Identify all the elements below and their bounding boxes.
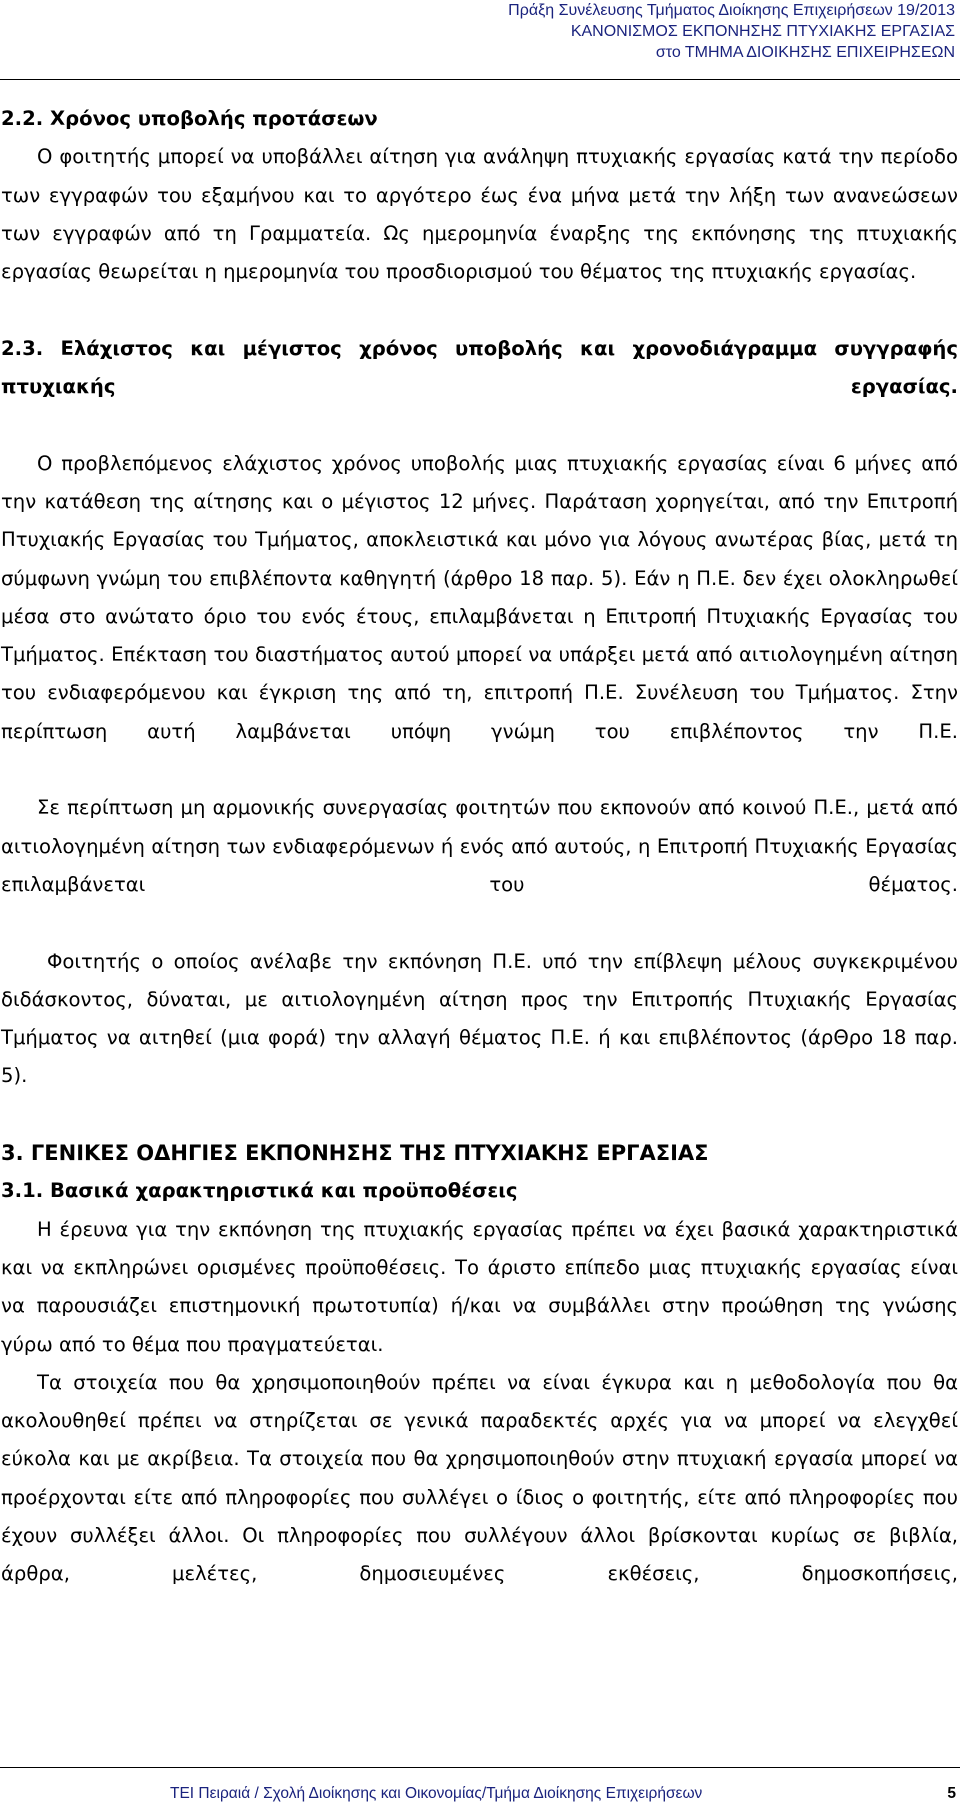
section-2-3-paragraph-2: Σε περίπτωση μη αρμονικής συνεργασίας φοιτητών που εκπονούν από κοινού Π.Ε., μετά από αιτιολογημένη αίτηση των ενδιαφερόμενων ή ενός από αυτούς, η Επιτροπή Πτυχιακής Εργασίας επιλαμβάνεται του θέματος. — [1, 796, 958, 896]
section-3-1-paragraph-2: Τα στοιχεία που θα χρησιμοποιηθούν πρέπει να είναι έγκυρα και η μεθοδολογία που θα ακολουθηθεί πρέπει να στηρίζεται σε γενικά παραδεκτές αρχές για να μπορεί να ελεγχθεί εύκολα και με ακρίβεια. Τα στοιχεία που θα χρησιμοποιηθούν στην πτυχιακή εργασία μπορεί να προέρχονται είτε από πληροφορίες που συλλέγει ο ίδιος ο φοιτητής, είτε από πληροφορίες που έχουν συλλέξει άλλοι. Οι πληροφορίες που συλλέγουν άλλοι βρίσκονται κυρίως σε βιβλία, άρθρα, μελέτες, δημοσιευμένες εκθέσεις, δημοσκοπήσεις, — [1, 1370, 958, 1586]
footer-divider — [0, 1767, 960, 1768]
section-3-heading: 3. ΓΕΝΙΚΕΣ ΟΔΗΓΙΕΣ ΕΚΠΟΝΗΣΗΣ ΤΗΣ ΠΤΥΧΙΑΚΗΣ ΕΡΓΑΣΙΑΣ — [1, 1141, 709, 1166]
page-footer — [0, 1785, 960, 1806]
footer-institution: ΤΕΙ Πειραιά / Σχολή Διοίκησης και Οικονομίας/Τμήμα Διοίκησης Επιχειρήσεων — [170, 1785, 703, 1802]
section-2-3-paragraph-3: Φοιτητής ο οποίος ανέλαβε την εκπόνηση Π.Ε. υπό την επίβλεψη μέλους συγκεκριμένου διδάσκοντος, δύναται, με αιτιολογημένη αίτηση προς την Επιτροπής Πτυχιακής Εργασίας Τμήματος να αιτηθεί (μια φορά) την αλλαγή θέματος Π.Ε. ή και επιβλέποντος (άρΘρο 18 παρ. 5). — [1, 949, 958, 1088]
section-2-3-paragraph-1: Ο προβλεπόμενος ελάχιστος χρόνος υποβολής μιας πτυχιακής εργασίας είναι 6 μήνες από την κατάθεση της αίτησης και ο μέγιστος 12 μήνες. Παράταση χορηγείται, από την Επιτροπή Πτυχιακής Εργασίας του Τμήματος, αποκλειστικά και μόνο για λόγους ανωτέρας βίας, μετά τη σύμφωνη γνώμη του επιβλέποντα καθηγητή (άρθρο 18 παρ. 5). Εάν η Π.Ε. δεν έχει ολοκληρωθεί μέσα στο ανώτατο όριο του ενός έτους, επιλαμβάνεται η Επιτροπή Πτυχιακής Εργασίας του Τμήματος. Επέκταση του διαστήματος αυτού μπορεί να υπάρξει μετά από αιτιολογημένη αίτηση του ενδιαφερόμενου και έγκριση της από τη, επιτροπή Π.Ε. Συνέλευση του Τμήματος. Στην περίπτωση αυτή λαμβάνεται υπόψη γνώμη του επιβλέποντος την Π.Ε. — [1, 451, 958, 743]
section-2-3-heading: 2.3. Ελάχιστος και μέγιστος χρόνος υποβολής και χρονοδιάγραμμα συγγραφής πτυχιακής εργασίας. — [1, 336, 958, 399]
page-number: 5 — [947, 1785, 956, 1802]
header-divider — [0, 79, 960, 80]
document-body — [1, 100, 958, 1632]
section-2-2-paragraph: Ο φοιτητής μπορεί να υποβάλλει αίτηση για ανάληψη πτυχιακής εργασίας κατά την περίοδο των εγγραφών του εξαμήνου και το αργότερο έως ένα μήνα μετά την λήξη των ανανεώσεων των εγγραφών από τη Γραμματεία. Ως ημερομηνία έναρξης της εκπόνησης της πτυχιακής εργασίας θεωρείται η ημερομηνία του προσδιορισμού του θέματος της πτυχιακής εργασίας. — [1, 145, 958, 284]
spacer — [1, 291, 958, 329]
header-line-1: Πράξη Συνέλευσης Τμήματος Διοίκησης Επιχειρήσεων 19/2013 — [508, 2, 955, 19]
page-header — [355, 0, 955, 63]
header-line-3: στο ΤΜΗΜΑ ΔΙΟΙΚΗΣΗΣ ΕΠΙΧΕΙΡΗΣΕΩΝ — [655, 44, 955, 61]
section-3-1-paragraph-1: Η έρευνα για την εκπόνηση της πτυχιακής εργασίας πρέπει να έχει βασικά χαρακτηριστικά και να εκπληρώνει ορισμένες προϋποθέσεις. Το άριστο επίπεδο μιας πτυχιακής εργασίας είναι να παρουσιάζει επιστημονική πρωτοτυπία) ή/και να συμβάλλει στην προώθηση της γνώσης γύρω από το θέμα που πραγματεύεται. — [1, 1217, 958, 1356]
section-2-2-heading: 2.2. Χρόνος υποβολής προτάσεων — [1, 107, 378, 130]
section-3-1-heading: 3.1. Βασικά χαρακτηριστικά και προϋποθέσεις — [1, 1179, 518, 1203]
header-line-2: ΚΑΝΟΝΙΣΜΟΣ ΕΚΠΟΝΗΣΗΣ ΠΤΥΧΙΑΚΗΣ ΕΡΓΑΣΙΑΣ — [570, 23, 955, 40]
spacer — [1, 1096, 958, 1134]
